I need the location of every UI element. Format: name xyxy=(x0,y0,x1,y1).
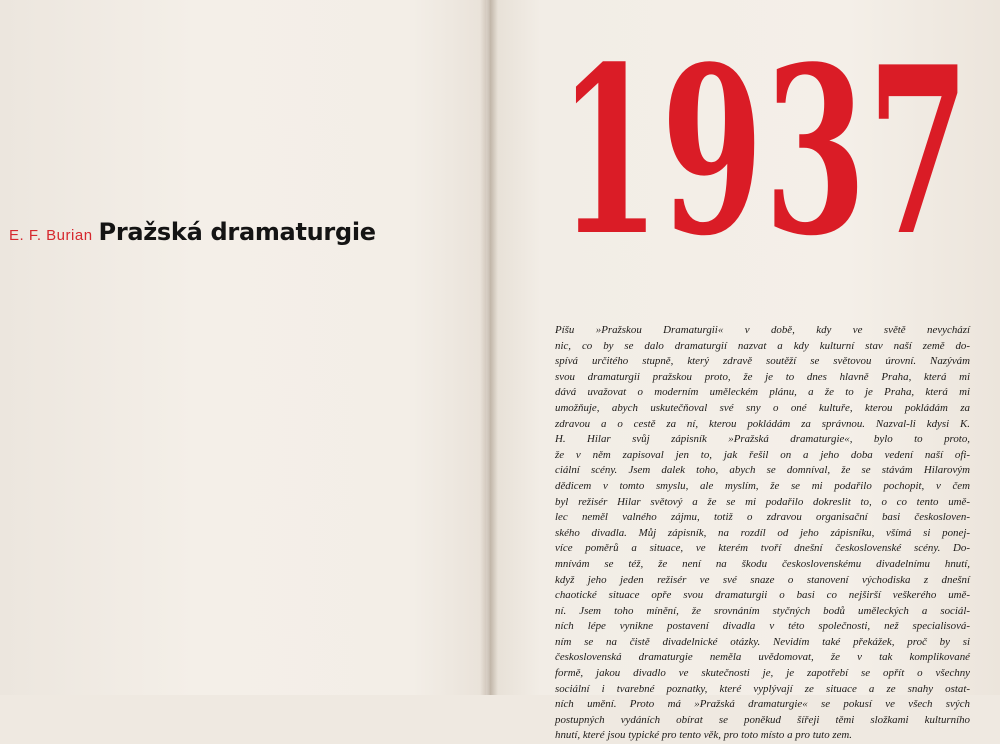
author-name: E. F. Burian xyxy=(9,227,93,244)
book-gutter xyxy=(480,0,498,695)
text-line: když jeho jeden režisér ve své snaze o stanovení východiska z dnešní xyxy=(555,573,970,586)
text-line: hnutí, které jsou typické pro tento věk, pro toto místo a pro tuto zem. xyxy=(555,729,853,742)
text-line: Píšu »Pražskou Dramaturgii« v době, kdy ve světě nevychází xyxy=(555,324,970,336)
text-line: více poměrů a situace, ve kterém tvoří dnešní československé scény. Do- xyxy=(555,542,970,555)
text-line: dává uvažovat o moderním uměleckém plánu, a že to je Praha, která mi xyxy=(555,386,970,399)
text-line: sociální i tvarebné poznatky, které vyplývají ze situace a ze snahy ostat- xyxy=(555,682,970,695)
text-line: ních lépe vynikne postavení divadla v této společnosti, než specialisová- xyxy=(555,620,970,633)
text-line: dědicem v tomto smyslu, ale myslím, že se mi podařilo pochopit, v čem xyxy=(555,479,970,492)
text-line: chaotické situace opře svou dramaturgii o basi co nejširší veškerého umě- xyxy=(555,589,970,602)
text-line: formě, jakou divadlo ve skutečnosti je, je zapotřebí se opřít o všechny xyxy=(555,667,970,680)
text-line: svou dramaturgii pražskou proto, že je to dnes hlavně Praha, která mi xyxy=(555,370,970,383)
text-line: lec neměl valného zájmu, totiž o zdravou organisační basi českosloven- xyxy=(555,511,970,524)
text-line: byl režisér Hilar světový a že se mi podařilo dokreslit to, o co tento umě- xyxy=(555,495,970,508)
text-line: československá dramaturgie neměla uvědomovat, že v tak komplikované xyxy=(555,651,970,664)
text-line: ních umění. Proto má »Pražská dramaturgie« se pokusí ve všech svých xyxy=(555,698,970,711)
text-line: postupných vydáních obírat se poněkud šířeji těmi složkami kulturního xyxy=(555,713,970,726)
text-line: ní. Jsem toho mínění, že srovnáním styčných bodů uměleckých a sociál- xyxy=(555,604,970,617)
text-line: ním se na čistě divadelnické otázky. Nevidím také překážek, proč by si xyxy=(555,635,970,648)
body-paragraph xyxy=(555,323,970,744)
text-line: spívá určitého stupně, který zdravě soutěží se světovou úrovní. Nazývám xyxy=(555,355,970,368)
article-byline xyxy=(9,218,376,246)
text-line: umožňuje, abych uskutečňoval své sny o oné kultuře, kterou pokládám za xyxy=(555,401,970,414)
text-line: zdravou a o cestě za ní, kterou pokládám za správnou. Nazval-li kdysi K. xyxy=(555,417,970,430)
text-line: mnívám se též, že není na škodu československému divadelnímu hnutí, xyxy=(555,557,970,570)
text-line: H. Hilar svůj zápisník »Pražská dramaturgie«, bylo to proto, xyxy=(555,433,970,446)
text-line: že v něm zapisoval jen to, jak řešil on a jeho doba vedení naší ofi- xyxy=(555,448,970,461)
year-heading: 1937 xyxy=(558,17,971,287)
left-page xyxy=(0,0,486,695)
text-line: ského divadla. Můj zápisník, na rozdíl od jeho zápisníku, všímá si ponej- xyxy=(555,526,970,539)
text-line: nic, co by se dalo dramaturgií nazvat a kdy kulturní stav naší země do- xyxy=(555,339,970,352)
text-line: ciální scény. Jsem dalek toho, abych se domníval, že se stávám Hilarovým xyxy=(555,464,970,477)
article-title: Pražská dramaturgie xyxy=(98,218,376,246)
